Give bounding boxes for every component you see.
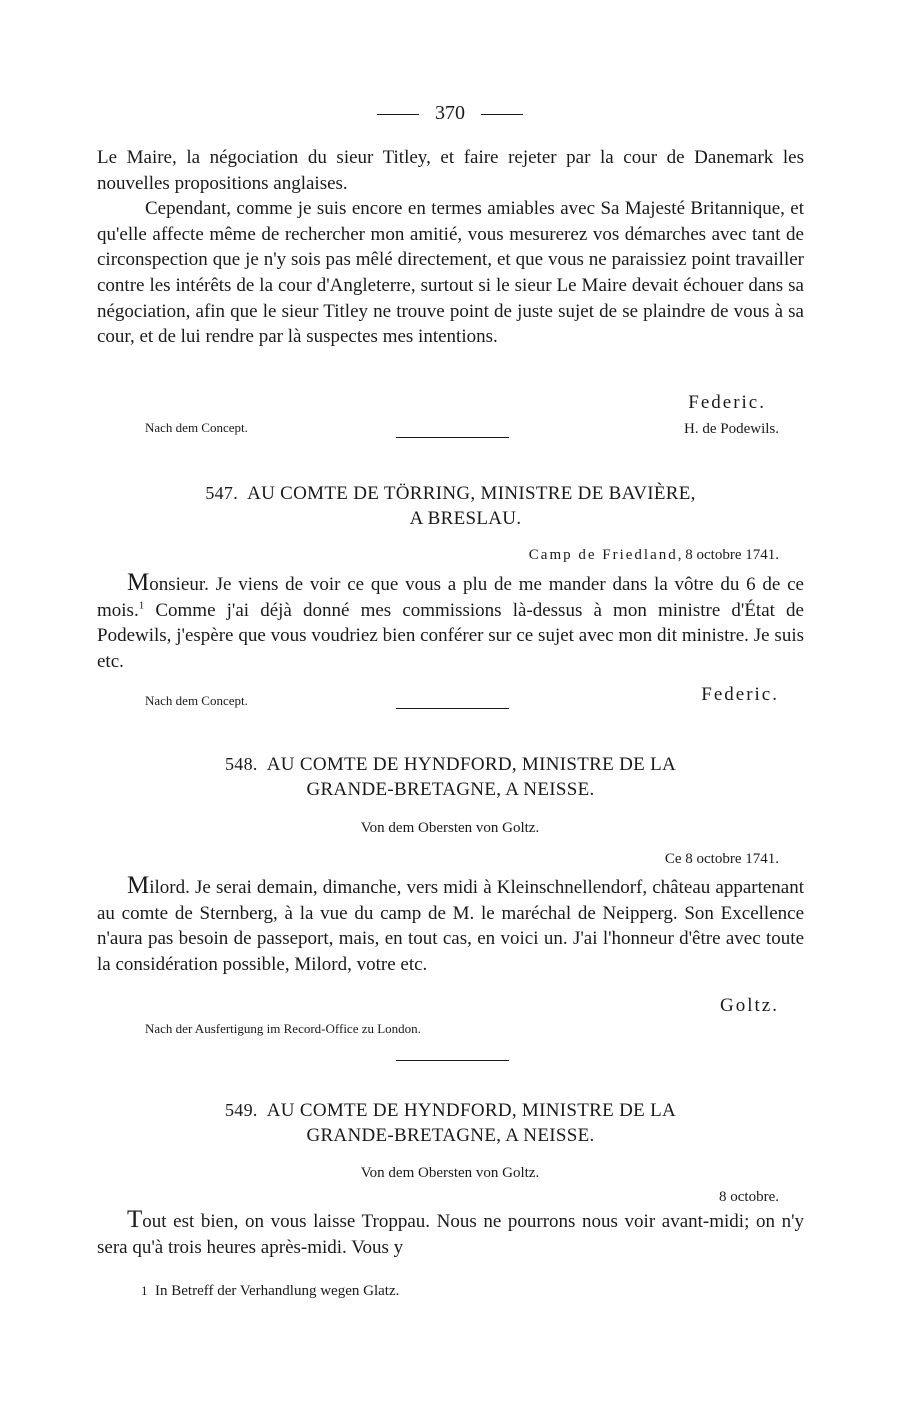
letter-549-source: Von dem Obersten von Goltz. [360,1165,540,1181]
source-note-1: Nach dem Concept. [145,420,248,435]
letter-547-heading [97,481,804,531]
letter-547-date-rest: , 8 octobre 1741. [677,547,779,563]
letter-547-body [97,570,804,674]
letter-549-body [97,1207,804,1260]
letter-547-date [529,543,779,569]
page-number: 370 [0,101,900,127]
letter-548-body [97,873,804,977]
letter-547-title-line2: A BRESLAU. [409,508,522,529]
continued-paragraph-1: Le Maire, la négociation du sieur Titley, et faire rejeter par la cour de Danemark les nouvelles propositions anglaises. [97,147,804,194]
section-divider-2 [396,708,509,709]
letter-547-title-line1: AU COMTE DE TÖRRING, MINISTRE DE BAVIÈRE, [247,483,696,504]
letter-549-title-line1: AU COMTE DE HYNDFORD, MINISTRE DE LA [266,1100,677,1121]
letter-548-date: Ce 8 octobre 1741. [664,851,779,867]
letter-548-title-line1: AU COMTE DE HYNDFORD, MINISTRE DE LA [266,754,677,775]
source-note-547: Nach dem Concept. [145,693,248,708]
letter-548-number: 548. [224,754,258,774]
page-number-dash-right [481,114,523,115]
footnote-mark: 1 [141,1283,148,1298]
letter-548-title-line2: GRANDE-BRETAGNE, A NEISSE. [306,779,595,800]
letter-549-title-line2: GRANDE-BRETAGNE, A NEISSE. [306,1125,595,1146]
continued-letter [97,145,804,350]
letter-549-date: 8 octobre. [719,1189,779,1205]
page-number-dash-left [377,114,419,115]
letter-547-text-1: onsieur. Je viens de voir ce que vous a plu de me mander dans la vôtre du 6 de ce mois. [97,574,804,621]
footnote-text: In Betreff der Verhandlung wegen Glatz. [155,1283,400,1299]
continued-paragraph-2: Cependant, comme je suis encore en termes amiables avec Sa Majesté Britannique, et qu'elle affecte même de rechercher mon amitié, vous mesurerez vos démarches avec tant de circonspection que je n'y sois pas mêlé directement, et que vous ne paraissiez point travailler contre les intérêts de la cour d'Angleterre, surtout si le sieur Le Maire devait échouer dans sa négociation, afin que le sieur Titley ne trouve point de juste sujet de se plaindre de vous à sa cour, et de lui rendre par là suspectes mes intentions. [97,198,804,348]
signature-federic-1: Federic. [688,392,766,413]
section-divider-3 [396,1060,509,1061]
section-divider-1 [396,437,509,438]
letter-549-text: out est bien, on vous laisse Troppau. Nous ne pourrons nous voir avant-midi; on n'y sera qu'à trois heures après-midi. Vous y [97,1211,804,1258]
letter-548-text: ilord. Je serai demain, dimanche, vers midi à Kleinschnellendorf, château appartenant au comte de Sternberg, à la vue du camp de M. le maréchal de Neipperg. Son Excellence n'aura pas besoin de passeport, mais, en tout cas, en voici un. J'ai l'honneur d'être avec toute la considération possible, Milord, votre etc. [97,877,804,975]
letter-547-text-2: Comme j'ai déjà donné mes commissions là-dessus à mon ministre d'État de Podewils, j'espère que vous voudriez bien conférer sur ce sujet avec mon dit ministre. Je suis etc. [97,599,804,672]
signature-goltz-548: Goltz. [720,995,779,1016]
letter-549-initial: T [127,1206,143,1233]
letter-548-source: Von dem Obersten von Goltz. [360,820,540,836]
letter-548-heading [97,752,804,802]
footnote-reference: 1 [138,599,145,612]
letter-547-number: 547. [205,483,239,503]
source-note-548: Nach der Ausfertigung im Record-Office zu London. [145,1021,421,1036]
footnote [141,1279,399,1305]
letter-548-initial: M [127,872,150,899]
signature-federic-547: Federic. [701,684,779,705]
letter-547-date-place: Camp de Friedland [528,547,678,563]
letter-549-number: 549. [224,1100,258,1120]
countersignature: H. de Podewils. [684,421,779,437]
letter-547-initial: M [127,569,150,596]
letter-549-heading [97,1098,804,1148]
